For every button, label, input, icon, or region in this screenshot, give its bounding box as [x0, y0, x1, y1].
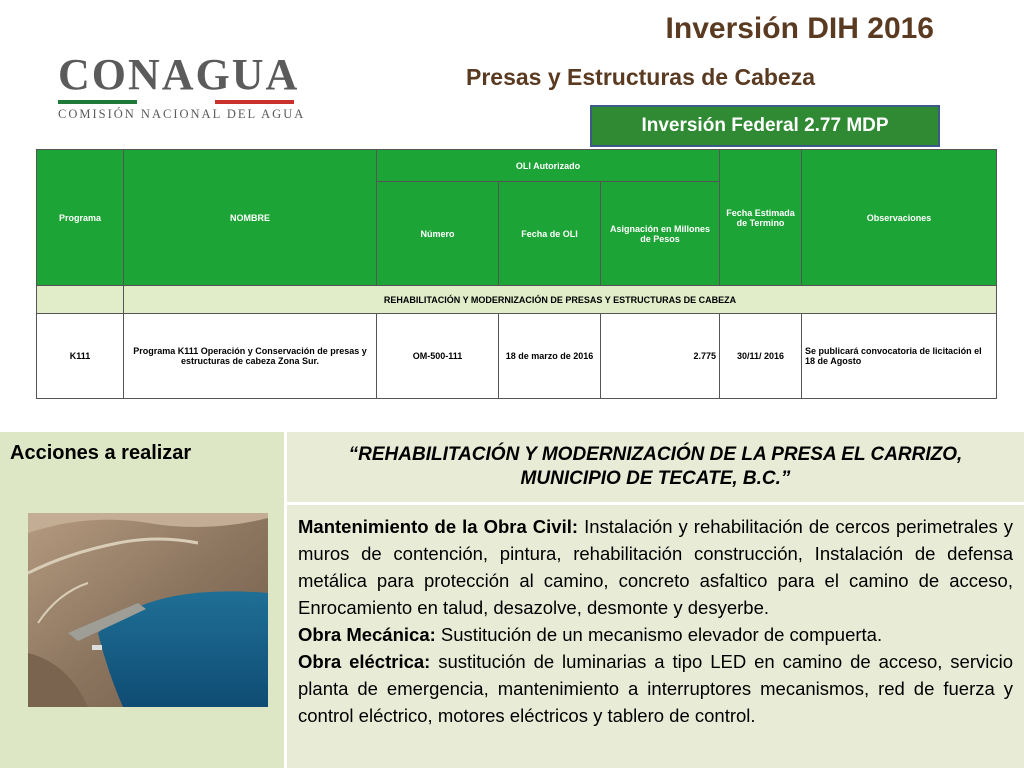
- logo-subtitle: COMISIÓN NACIONAL DEL AGUA: [58, 107, 306, 121]
- oli-table: [36, 149, 997, 399]
- cell-fecha-oli: 18 de marzo de 2016: [499, 314, 601, 399]
- page-title: Inversión DIH 2016: [665, 12, 934, 45]
- header-observaciones: Observaciones: [802, 150, 997, 286]
- header-asignacion: Asignación en Millones de Pesos: [601, 182, 720, 286]
- action-text: Instalación y rehabilitación de cercos perimetrales y muros de contención, pintura, rehabilitación construcción, Instalación de defensa metálica para protección al camino, concreto asfaltico para el camino de acceso, Enrocamiento en talud, desazolve, desmonte y desyerbe.: [298, 516, 1013, 618]
- action-label: Obra eléctrica:: [298, 651, 431, 672]
- cell-asignacion: 2.775: [601, 314, 720, 399]
- conagua-logo: [58, 50, 306, 122]
- cell-numero: OM-500-111: [377, 314, 499, 399]
- section-title: REHABILITACIÓN Y MODERNIZACIÓN DE PRESAS Y ESTRUCTURAS DE CABEZA: [124, 286, 997, 314]
- header-numero: Número: [377, 182, 499, 286]
- action-text: sustitución de luminarias a tipo LED en camino de acceso, servicio planta de emergencia, mantenimiento a interruptores mecanismos, red de fuerza y control eléctrico, motores eléctricos y tablero de control.: [298, 651, 1013, 726]
- header-fecha-termino: Fecha Estimada de Termino: [720, 150, 802, 286]
- cell-nombre: Programa K111 Operación y Conservación de presas y estructuras de cabeza Zona Sur.: [124, 314, 377, 399]
- description-text: [298, 513, 1013, 729]
- cell-observaciones: Se publicará convocatoria de licitación el 18 de Agosto: [802, 314, 997, 399]
- logo-color-bar: [58, 100, 294, 104]
- action-text: Sustitución de un mecanismo elevador de compuerta.: [435, 624, 883, 645]
- action-item-mecanica: [298, 621, 1013, 648]
- action-label: Mantenimiento de la Obra Civil:: [298, 516, 579, 537]
- description-box: [287, 505, 1024, 768]
- actions-panel: [0, 432, 284, 768]
- section-empty-cell: [37, 286, 124, 314]
- header-nombre: NOMBRE: [124, 150, 377, 286]
- logo-wordmark: CONAGUA: [58, 50, 300, 99]
- table-row: [37, 314, 997, 399]
- action-item-electrica: [298, 648, 1013, 729]
- project-title-box: [287, 432, 1024, 502]
- action-item-civil: [298, 513, 1013, 621]
- project-title: “REHABILITACIÓN Y MODERNIZACIÓN DE LA PRESA EL CARRIZO, MUNICIPIO DE TECATE, B.C.”: [348, 444, 963, 489]
- header-fecha-oli: Fecha de OLI: [499, 182, 601, 286]
- action-label: Obra Mecánica:: [298, 624, 436, 645]
- investment-badge: Inversión Federal 2.77 MDP: [590, 105, 940, 147]
- dam-photo: [28, 513, 268, 707]
- cell-fecha-termino: 30/11/ 2016: [720, 314, 802, 399]
- dam-photo-illustration: [28, 513, 268, 707]
- cell-programa: K111: [37, 314, 124, 399]
- header-programa: Programa: [37, 150, 124, 286]
- actions-label: Acciones a realizar: [10, 442, 192, 464]
- page-subtitle: Presas y Estructuras de Cabeza: [466, 64, 816, 90]
- header-oli-autorizado: OLI Autorizado: [377, 150, 720, 182]
